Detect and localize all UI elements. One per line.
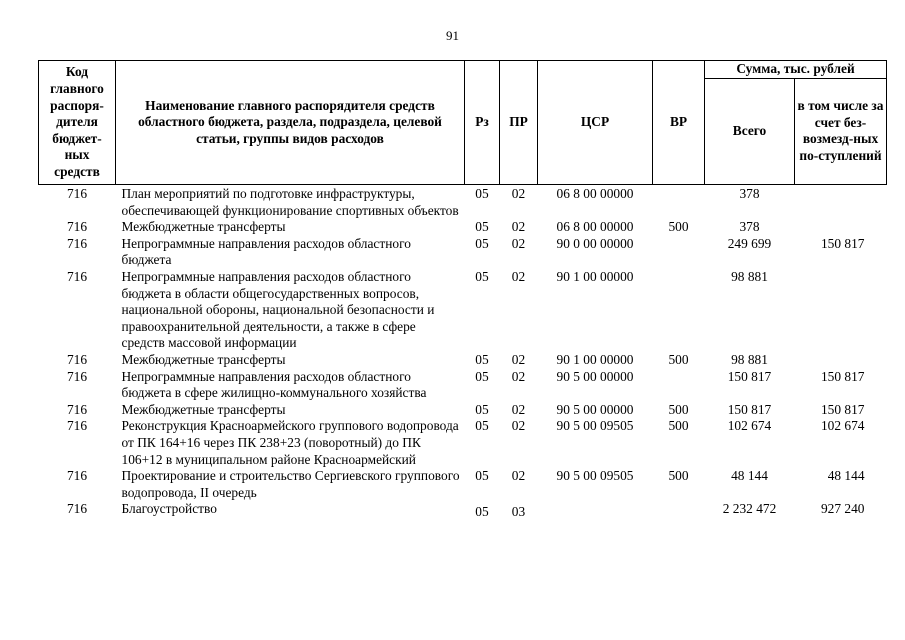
header-sum-group: Сумма, тыс. рублей (705, 61, 887, 79)
cell-rz: 05 (475, 368, 489, 384)
cell-name: План мероприятий по подготовке инфраструктуры, обеспечивающей функционирование спортивных объектов (121, 186, 459, 218)
cell-code: 716 (66, 501, 88, 517)
cell-vr: 500 (668, 401, 689, 417)
cell-vr (653, 236, 705, 269)
cell-code: 716 (66, 268, 88, 284)
cell-pr: 02 (511, 186, 526, 201)
cell-rz: 05 (475, 401, 489, 417)
header-code: Код главного распоря-дителя бюджет-ных средств (39, 61, 116, 185)
cell-total: 2 232 472 (722, 501, 777, 517)
header-name: Наименование главного распорядителя средств областного бюджета, раздела, подраздела, целевой статьи, группы видов расходов (116, 61, 465, 185)
table-row (39, 402, 887, 419)
cell-pr: 02 (511, 219, 526, 235)
cell-gratis: 48 144 (827, 468, 865, 484)
cell-gratis: 927 240 (820, 501, 865, 517)
cell-csr: 90 0 00 00000 (556, 235, 634, 251)
cell-csr: 90 5 00 09505 (556, 468, 634, 484)
cell-name: Межбюджетные трансферты (121, 401, 286, 417)
cell-rz: 05 (475, 219, 489, 235)
table-row (39, 501, 887, 521)
cell-csr: 90 5 00 00000 (556, 368, 634, 384)
table-row (39, 236, 887, 269)
cell-csr (538, 501, 653, 521)
cell-total: 48 144 (731, 468, 768, 484)
cell-vr (653, 269, 705, 352)
header-rz: Рз (465, 61, 500, 185)
cell-total: 102 674 (727, 418, 772, 434)
cell-pr: 03 (511, 504, 526, 520)
cell-gratis (795, 219, 887, 236)
table-header (39, 61, 887, 185)
cell-rz: 05 (475, 504, 489, 520)
cell-name: Межбюджетные трансферты (121, 219, 286, 235)
cell-pr: 02 (511, 468, 526, 484)
header-csr: ЦСР (538, 61, 653, 185)
cell-csr: 90 5 00 09505 (556, 418, 634, 434)
cell-vr: 500 (668, 351, 689, 367)
cell-name: Непрограммные направления расходов областного бюджета в сфере жилищно-коммунального хозяйства (121, 368, 427, 401)
cell-rz: 05 (475, 186, 489, 201)
header-total: Всего (705, 78, 795, 184)
cell-pr: 02 (511, 268, 526, 284)
cell-name: Непрограммные направления расходов областного бюджета в области общегосударственных вопросов, национальной обороны, национальной безопасности и правоохранительной деятельности, а также в сфере средств массовой информации (121, 268, 435, 351)
budget-table (38, 60, 887, 521)
cell-name: Проектирование и строительство Сергиевского группового водопровода, II очередь (121, 468, 460, 500)
cell-total: 150 817 (727, 368, 772, 384)
cell-code: 716 (66, 235, 88, 251)
cell-name: Благоустройство (121, 501, 217, 517)
cell-gratis: 102 674 (820, 418, 865, 434)
cell-name: Межбюджетные трансферты (121, 351, 286, 367)
cell-total: 378 (739, 186, 760, 201)
cell-vr (653, 369, 705, 402)
cell-name: Непрограммные направления расходов областного бюджета (121, 235, 411, 268)
cell-csr: 90 5 00 00000 (556, 401, 634, 417)
cell-gratis (795, 269, 887, 352)
cell-code: 716 (66, 401, 88, 417)
cell-code: 716 (66, 368, 88, 384)
cell-rz: 05 (475, 235, 489, 251)
cell-code: 716 (66, 186, 88, 201)
budget-table-container (38, 60, 886, 521)
table-row (39, 269, 887, 352)
cell-pr: 02 (511, 351, 526, 367)
cell-vr: 500 (668, 219, 689, 235)
cell-total: 378 (739, 219, 760, 235)
cell-rz: 05 (475, 418, 489, 434)
cell-name: Реконструкция Красноармейского группового водопровода от ПК 164+16 через ПК 238+23 (поворотный) до ПК 106+12 в муниципальном районе Красноармейский (121, 418, 459, 467)
cell-pr: 02 (511, 235, 526, 251)
cell-gratis: 150 817 (820, 368, 865, 384)
cell-vr: 500 (668, 418, 689, 434)
table-body (39, 185, 887, 521)
table-row (39, 219, 887, 236)
cell-total: 150 817 (727, 401, 772, 417)
cell-gratis (795, 352, 887, 369)
cell-vr (653, 501, 705, 521)
table-row (39, 418, 887, 468)
cell-vr (653, 185, 705, 220)
cell-total: 98 881 (731, 351, 768, 367)
header-gratis: в том числе за счет без-возмезд-ных по-ступлений (795, 78, 887, 184)
header-pr: ПР (500, 61, 538, 185)
cell-gratis: 150 817 (820, 235, 865, 251)
table-row (39, 468, 887, 501)
cell-pr: 02 (511, 418, 526, 434)
table-row (39, 369, 887, 402)
cell-csr: 06 8 00 00000 (556, 219, 634, 235)
page-number: 91 (446, 28, 459, 43)
cell-rz: 05 (475, 351, 489, 367)
header-vr: ВР (653, 61, 705, 185)
cell-total: 98 881 (731, 268, 768, 284)
cell-csr: 90 1 00 00000 (556, 268, 634, 284)
cell-rz: 05 (475, 468, 489, 484)
cell-vr: 500 (668, 468, 689, 484)
cell-code: 716 (66, 468, 88, 484)
cell-total: 249 699 (727, 235, 772, 251)
cell-pr: 02 (511, 401, 526, 417)
cell-csr: 90 1 00 00000 (556, 351, 634, 367)
table-row (39, 185, 887, 220)
cell-code: 716 (66, 418, 88, 434)
cell-code: 716 (66, 351, 88, 367)
cell-gratis: 150 817 (820, 401, 865, 417)
cell-gratis (795, 185, 887, 220)
cell-code: 716 (66, 219, 88, 235)
cell-csr: 06 8 00 00000 (556, 186, 634, 201)
cell-pr: 02 (511, 368, 526, 384)
cell-rz: 05 (475, 268, 489, 284)
table-row (39, 352, 887, 369)
